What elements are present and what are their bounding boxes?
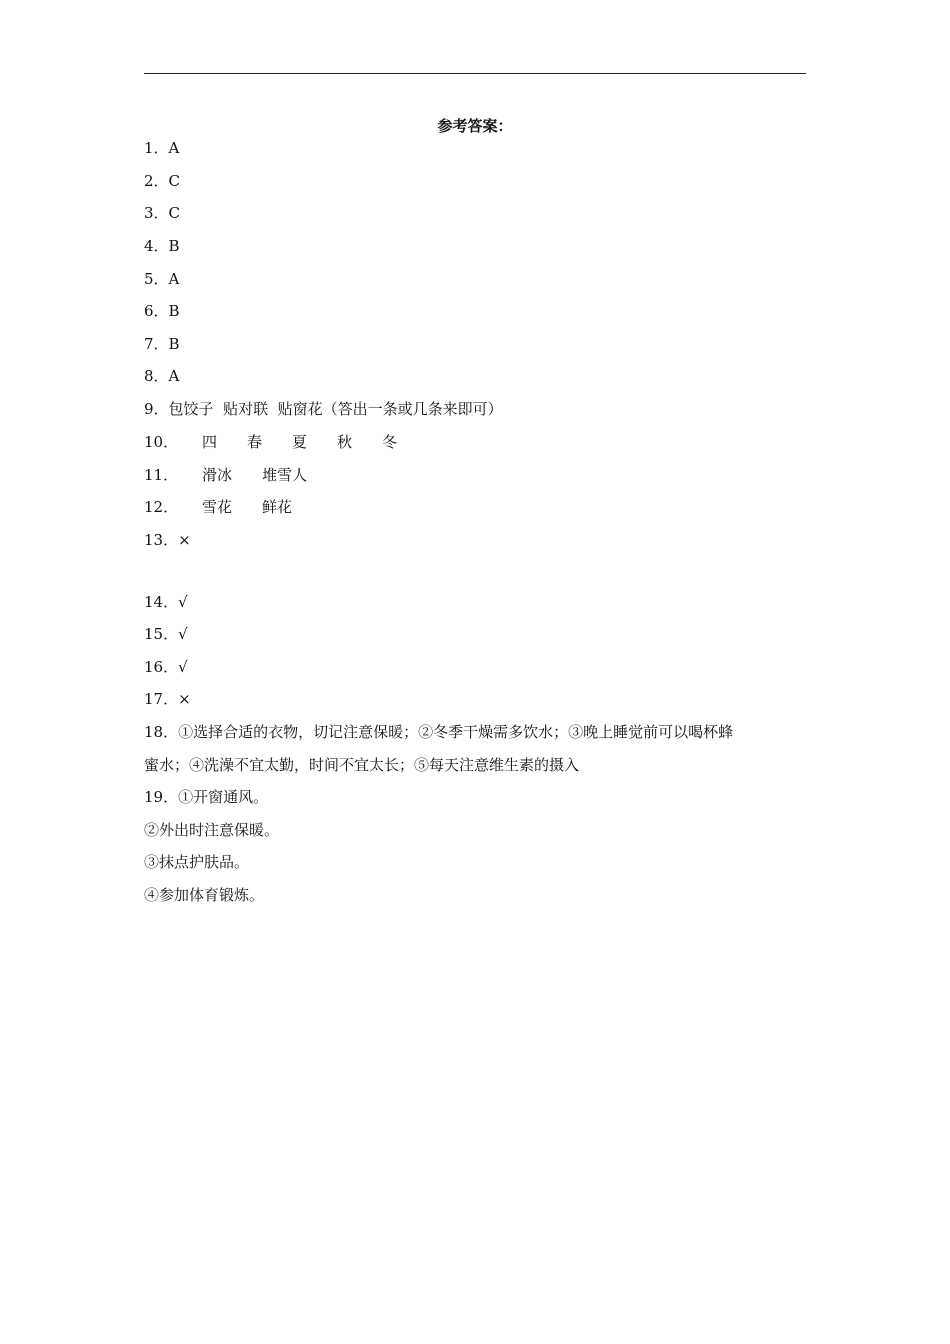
answer-number: 18． xyxy=(144,723,179,741)
answer-number: 17． xyxy=(144,690,179,708)
answer-text: √ xyxy=(178,658,188,676)
blank-answer: 秋 xyxy=(337,433,353,451)
answer-17 xyxy=(144,688,191,710)
answer-number: 10． xyxy=(144,433,179,451)
answer-number: 15． xyxy=(144,625,179,643)
header-rule xyxy=(144,73,806,74)
answer-19-item-2 xyxy=(144,819,279,841)
answer-text: ①开窗通风。 xyxy=(178,788,269,806)
answer-text: B xyxy=(168,302,180,320)
answer-number: 2． xyxy=(144,172,169,190)
answer-8 xyxy=(144,365,179,387)
answer-1 xyxy=(144,137,179,159)
blank-answer: 滑冰 xyxy=(202,466,233,484)
answer-number: 4． xyxy=(144,237,169,255)
blank-answer: 春 xyxy=(247,433,263,451)
answer-19 xyxy=(144,786,268,808)
answer-text: A xyxy=(168,270,180,288)
blank-answer: 堆雪人 xyxy=(262,466,308,484)
answer-text: C xyxy=(168,204,181,222)
answer-number: 8． xyxy=(144,367,169,385)
answer-text: × xyxy=(178,531,191,549)
answer-text: × xyxy=(178,690,191,708)
answer-text: ④参加体育锻炼。 xyxy=(144,886,265,904)
answer-7 xyxy=(144,333,180,355)
blank-answer: 雪花 xyxy=(202,498,233,516)
answer-19-item-4 xyxy=(144,884,264,906)
answer-3 xyxy=(144,202,180,224)
answer-text: A xyxy=(168,367,180,385)
blank-answer: 夏 xyxy=(292,433,308,451)
answer-19-item-3 xyxy=(144,851,249,873)
answer-15 xyxy=(144,623,188,645)
page-title: 参考答案： xyxy=(437,117,513,135)
answer-18-line-1 xyxy=(144,721,733,743)
answer-number: 11． xyxy=(144,466,179,484)
answer-number: 19． xyxy=(144,788,179,806)
answer-text: C xyxy=(168,172,181,190)
answer-4 xyxy=(144,235,180,257)
answer-9 xyxy=(144,398,503,420)
answer-5 xyxy=(144,268,179,290)
answer-14 xyxy=(144,591,188,613)
blank-answer: 鲜花 xyxy=(262,498,293,516)
answer-number: 5． xyxy=(144,270,169,288)
answer-text: A xyxy=(168,139,180,157)
answer-text: B xyxy=(168,335,180,353)
answer-number: 6． xyxy=(144,302,169,320)
answer-number: 3． xyxy=(144,204,169,222)
answer-text: B xyxy=(168,237,180,255)
answer-number: 14． xyxy=(144,593,179,611)
answer-12 xyxy=(144,496,292,518)
answer-text: ③抹点护肤品。 xyxy=(144,853,250,871)
answer-16 xyxy=(144,656,188,678)
answer-number: 7． xyxy=(144,335,169,353)
answer-text: 蜜水；④洗澡不宜太勤，时间不宜太长；⑤每天注意维生素的摄入 xyxy=(144,756,580,774)
answer-6 xyxy=(144,300,180,322)
answer-13 xyxy=(144,529,191,551)
answer-text: ①选择合适的衣物，切记注意保暖；②冬季干燥需多饮水；③晚上睡觉前可以喝杯蜂 xyxy=(178,723,734,741)
blank-answer: 四 xyxy=(202,433,218,451)
answer-text: √ xyxy=(178,625,188,643)
answer-10 xyxy=(144,431,397,453)
answer-number: 16． xyxy=(144,658,179,676)
answer-text: 包饺子 贴对联 贴窗花（答出一条或几条来即可） xyxy=(168,400,503,418)
answer-text: √ xyxy=(178,593,188,611)
blank-answer: 冬 xyxy=(382,433,398,451)
answer-text: ②外出时注意保暖。 xyxy=(144,821,280,839)
answer-number: 1． xyxy=(144,139,169,157)
answer-11 xyxy=(144,464,307,486)
answer-18-line-2 xyxy=(144,754,579,776)
answer-2 xyxy=(144,170,180,192)
answer-number: 9． xyxy=(144,400,169,418)
answer-number: 13． xyxy=(144,531,179,549)
answer-number: 12． xyxy=(144,498,179,516)
